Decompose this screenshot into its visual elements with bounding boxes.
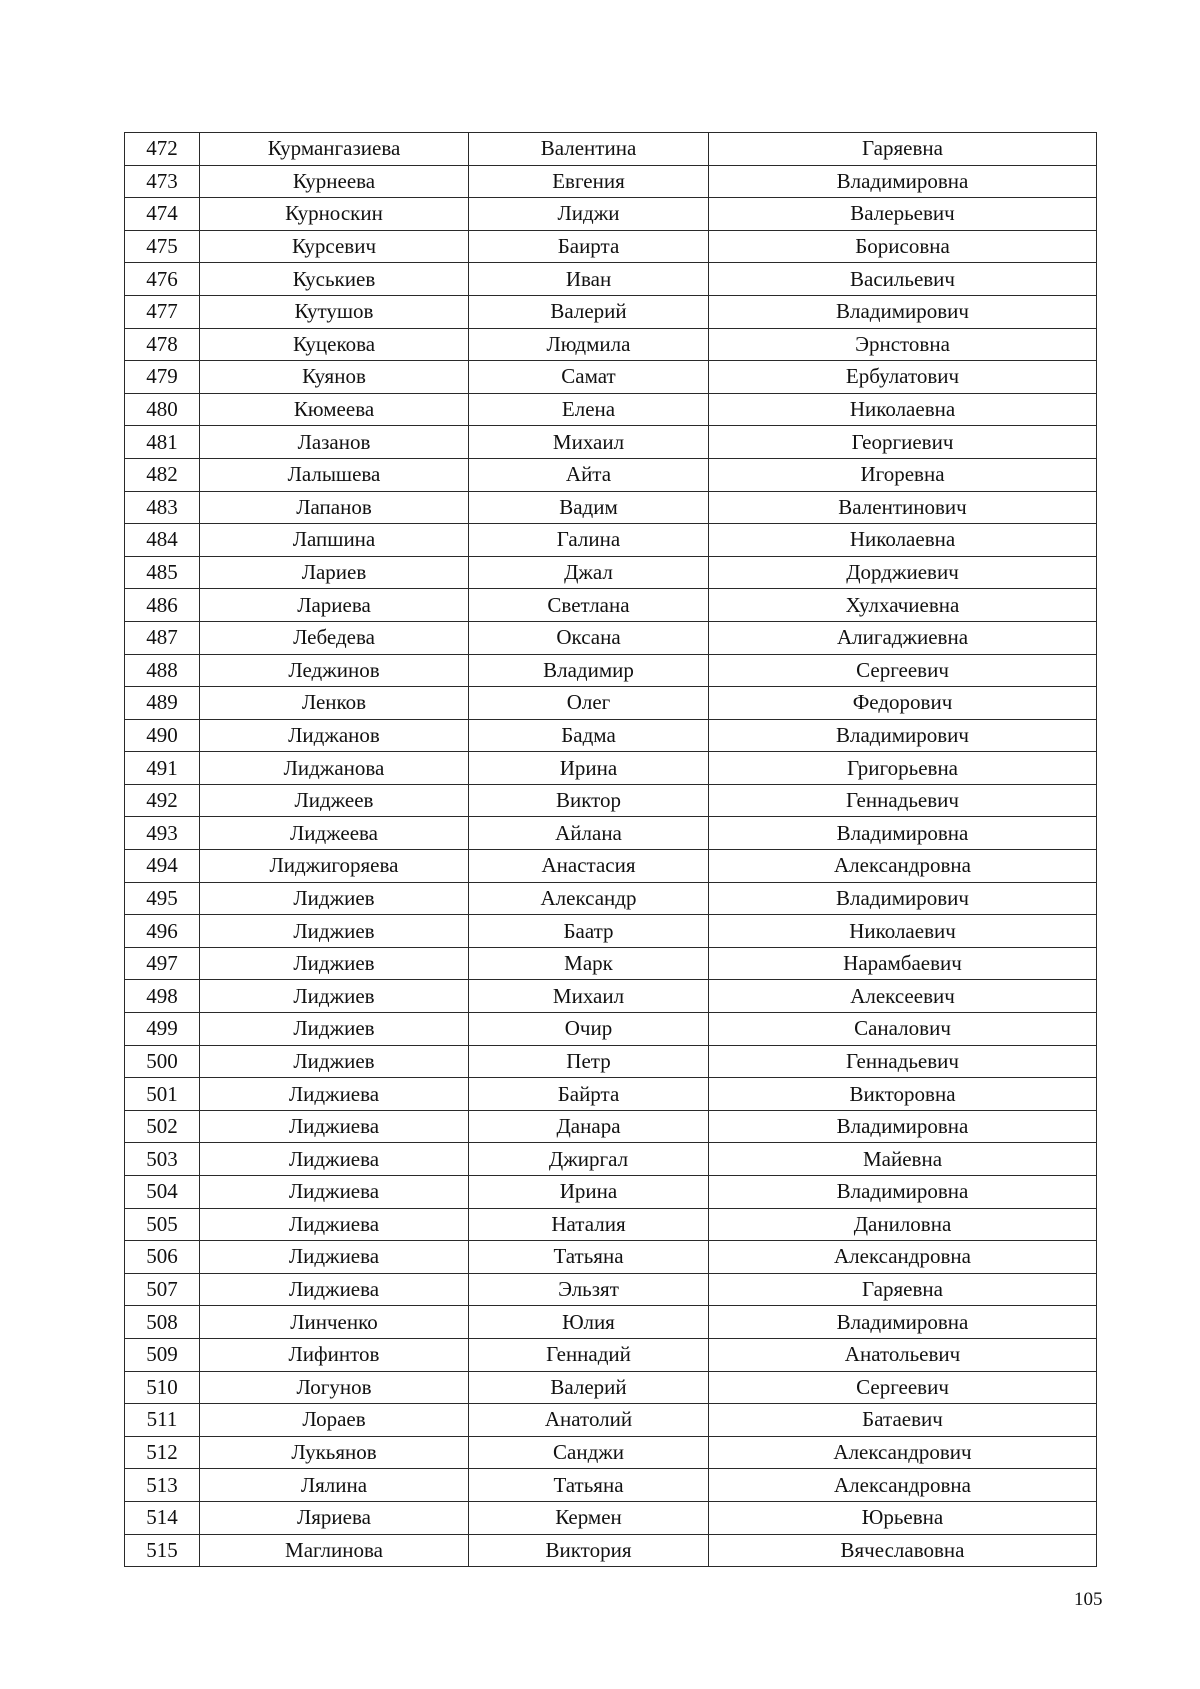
patronymic-cell: Сергеевич bbox=[709, 1371, 1097, 1404]
table-row bbox=[125, 1273, 1097, 1306]
row-number-cell: 500 bbox=[125, 1045, 200, 1078]
surname-cell: Лиджиев bbox=[200, 915, 469, 948]
given-name-cell: Наталия bbox=[469, 1208, 709, 1241]
given-name-cell: Санджи bbox=[469, 1436, 709, 1469]
table-row bbox=[125, 426, 1097, 459]
given-name-cell: Евгения bbox=[469, 165, 709, 198]
row-number-cell: 503 bbox=[125, 1143, 200, 1176]
given-name-cell: Марк bbox=[469, 947, 709, 980]
surname-cell: Лиджигоряева bbox=[200, 850, 469, 883]
row-number-cell: 478 bbox=[125, 328, 200, 361]
row-number-cell: 479 bbox=[125, 361, 200, 394]
given-name-cell: Михаил bbox=[469, 980, 709, 1013]
surname-cell: Лиджиева bbox=[200, 1078, 469, 1111]
patronymic-cell: Борисовна bbox=[709, 230, 1097, 263]
surname-cell: Кюмеева bbox=[200, 393, 469, 426]
given-name-cell: Анатолий bbox=[469, 1404, 709, 1437]
table-row bbox=[125, 1338, 1097, 1371]
row-number-cell: 491 bbox=[125, 752, 200, 785]
given-name-cell: Людмила bbox=[469, 328, 709, 361]
given-name-cell: Михаил bbox=[469, 426, 709, 459]
table-row bbox=[125, 1110, 1097, 1143]
given-name-cell: Владимир bbox=[469, 654, 709, 687]
given-name-cell: Айта bbox=[469, 458, 709, 491]
surname-cell: Курмангазиева bbox=[200, 133, 469, 166]
surname-cell: Куцекова bbox=[200, 328, 469, 361]
table-row bbox=[125, 1078, 1097, 1111]
given-name-cell: Данара bbox=[469, 1110, 709, 1143]
patronymic-cell: Вячеславовна bbox=[709, 1534, 1097, 1567]
row-number-cell: 489 bbox=[125, 687, 200, 720]
patronymic-cell: Федорович bbox=[709, 687, 1097, 720]
given-name-cell: Кермен bbox=[469, 1501, 709, 1534]
row-number-cell: 507 bbox=[125, 1273, 200, 1306]
row-number-cell: 483 bbox=[125, 491, 200, 524]
surname-cell: Лиджанов bbox=[200, 719, 469, 752]
table-row bbox=[125, 458, 1097, 491]
given-name-cell: Петр bbox=[469, 1045, 709, 1078]
row-number-cell: 488 bbox=[125, 654, 200, 687]
surname-cell: Лиджиева bbox=[200, 1241, 469, 1274]
table-row bbox=[125, 230, 1097, 263]
row-number-cell: 505 bbox=[125, 1208, 200, 1241]
given-name-cell: Геннадий bbox=[469, 1338, 709, 1371]
given-name-cell: Байрта bbox=[469, 1078, 709, 1111]
given-name-cell: Самат bbox=[469, 361, 709, 394]
given-name-cell: Елена bbox=[469, 393, 709, 426]
surname-cell: Кутушов bbox=[200, 295, 469, 328]
table-row bbox=[125, 980, 1097, 1013]
row-number-cell: 514 bbox=[125, 1501, 200, 1534]
table-row bbox=[125, 165, 1097, 198]
surname-cell: Лариева bbox=[200, 589, 469, 622]
patronymic-cell: Николаевна bbox=[709, 393, 1097, 426]
given-name-cell: Виктория bbox=[469, 1534, 709, 1567]
row-number-cell: 509 bbox=[125, 1338, 200, 1371]
table-row bbox=[125, 654, 1097, 687]
given-name-cell: Татьяна bbox=[469, 1469, 709, 1502]
table-row bbox=[125, 133, 1097, 166]
table-row bbox=[125, 1306, 1097, 1339]
given-name-cell: Баатр bbox=[469, 915, 709, 948]
surname-cell: Лиджиев bbox=[200, 1013, 469, 1046]
page-number: 105 bbox=[1074, 1589, 1103, 1610]
surname-cell: Лифинтов bbox=[200, 1338, 469, 1371]
surname-cell: Лиджеев bbox=[200, 784, 469, 817]
given-name-cell: Валерий bbox=[469, 1371, 709, 1404]
surname-cell: Лиджиев bbox=[200, 947, 469, 980]
row-number-cell: 480 bbox=[125, 393, 200, 426]
row-number-cell: 494 bbox=[125, 850, 200, 883]
names-table bbox=[124, 132, 1097, 1567]
patronymic-cell: Батаевич bbox=[709, 1404, 1097, 1437]
surname-cell: Лукьянов bbox=[200, 1436, 469, 1469]
patronymic-cell: Геннадьевич bbox=[709, 1045, 1097, 1078]
surname-cell: Курсевич bbox=[200, 230, 469, 263]
table-row bbox=[125, 817, 1097, 850]
row-number-cell: 501 bbox=[125, 1078, 200, 1111]
patronymic-cell: Александровна bbox=[709, 1469, 1097, 1502]
table-row bbox=[125, 1241, 1097, 1274]
given-name-cell: Валерий bbox=[469, 295, 709, 328]
row-number-cell: 506 bbox=[125, 1241, 200, 1274]
surname-cell: Ляриева bbox=[200, 1501, 469, 1534]
row-number-cell: 512 bbox=[125, 1436, 200, 1469]
surname-cell: Лапшина bbox=[200, 524, 469, 557]
patronymic-cell: Саналович bbox=[709, 1013, 1097, 1046]
patronymic-cell: Геннадьевич bbox=[709, 784, 1097, 817]
table-row bbox=[125, 393, 1097, 426]
row-number-cell: 508 bbox=[125, 1306, 200, 1339]
surname-cell: Лялина bbox=[200, 1469, 469, 1502]
row-number-cell: 475 bbox=[125, 230, 200, 263]
given-name-cell: Очир bbox=[469, 1013, 709, 1046]
table-row bbox=[125, 719, 1097, 752]
row-number-cell: 502 bbox=[125, 1110, 200, 1143]
surname-cell: Маглинова bbox=[200, 1534, 469, 1567]
surname-cell: Лапанов bbox=[200, 491, 469, 524]
table-row bbox=[125, 328, 1097, 361]
given-name-cell: Лиджи bbox=[469, 198, 709, 231]
row-number-cell: 513 bbox=[125, 1469, 200, 1502]
row-number-cell: 490 bbox=[125, 719, 200, 752]
patronymic-cell: Владимировна bbox=[709, 817, 1097, 850]
given-name-cell: Ирина bbox=[469, 1176, 709, 1209]
surname-cell: Лебедева bbox=[200, 621, 469, 654]
patronymic-cell: Гаряевна bbox=[709, 133, 1097, 166]
given-name-cell: Ирина bbox=[469, 752, 709, 785]
given-name-cell: Айлана bbox=[469, 817, 709, 850]
given-name-cell: Валентина bbox=[469, 133, 709, 166]
table-row bbox=[125, 687, 1097, 720]
patronymic-cell: Юрьевна bbox=[709, 1501, 1097, 1534]
row-number-cell: 484 bbox=[125, 524, 200, 557]
patronymic-cell: Георгиевич bbox=[709, 426, 1097, 459]
given-name-cell: Олег bbox=[469, 687, 709, 720]
row-number-cell: 486 bbox=[125, 589, 200, 622]
surname-cell: Ленков bbox=[200, 687, 469, 720]
patronymic-cell: Владимировна bbox=[709, 1306, 1097, 1339]
given-name-cell: Галина bbox=[469, 524, 709, 557]
table-row bbox=[125, 1404, 1097, 1437]
row-number-cell: 492 bbox=[125, 784, 200, 817]
given-name-cell: Оксана bbox=[469, 621, 709, 654]
surname-cell: Лиджеева bbox=[200, 817, 469, 850]
table-row bbox=[125, 752, 1097, 785]
given-name-cell: Баирта bbox=[469, 230, 709, 263]
given-name-cell: Эльзят bbox=[469, 1273, 709, 1306]
patronymic-cell: Григорьевна bbox=[709, 752, 1097, 785]
table-row bbox=[125, 589, 1097, 622]
surname-cell: Курноскин bbox=[200, 198, 469, 231]
given-name-cell: Иван bbox=[469, 263, 709, 296]
patronymic-cell: Александровна bbox=[709, 850, 1097, 883]
row-number-cell: 474 bbox=[125, 198, 200, 231]
table-row bbox=[125, 556, 1097, 589]
given-name-cell: Джиргал bbox=[469, 1143, 709, 1176]
patronymic-cell: Александрович bbox=[709, 1436, 1097, 1469]
table-row bbox=[125, 1176, 1097, 1209]
patronymic-cell: Ербулатович bbox=[709, 361, 1097, 394]
row-number-cell: 482 bbox=[125, 458, 200, 491]
surname-cell: Лиджиев bbox=[200, 980, 469, 1013]
patronymic-cell: Владимировна bbox=[709, 1176, 1097, 1209]
surname-cell: Линченко bbox=[200, 1306, 469, 1339]
patronymic-cell: Игоревна bbox=[709, 458, 1097, 491]
patronymic-cell: Владимировна bbox=[709, 165, 1097, 198]
patronymic-cell: Нарамбаевич bbox=[709, 947, 1097, 980]
patronymic-cell: Дорджиевич bbox=[709, 556, 1097, 589]
row-number-cell: 498 bbox=[125, 980, 200, 1013]
surname-cell: Лиджанова bbox=[200, 752, 469, 785]
table-row bbox=[125, 1469, 1097, 1502]
patronymic-cell: Валерьевич bbox=[709, 198, 1097, 231]
row-number-cell: 472 bbox=[125, 133, 200, 166]
patronymic-cell: Васильевич bbox=[709, 263, 1097, 296]
table-row bbox=[125, 1208, 1097, 1241]
surname-cell: Лиджиева bbox=[200, 1208, 469, 1241]
row-number-cell: 496 bbox=[125, 915, 200, 948]
table-row bbox=[125, 1501, 1097, 1534]
given-name-cell: Джал bbox=[469, 556, 709, 589]
surname-cell: Лиджиева bbox=[200, 1176, 469, 1209]
patronymic-cell: Анатольевич bbox=[709, 1338, 1097, 1371]
patronymic-cell: Алигаджиевна bbox=[709, 621, 1097, 654]
patronymic-cell: Гаряевна bbox=[709, 1273, 1097, 1306]
table-row bbox=[125, 263, 1097, 296]
table-row bbox=[125, 947, 1097, 980]
table-row bbox=[125, 915, 1097, 948]
row-number-cell: 515 bbox=[125, 1534, 200, 1567]
surname-cell: Лалышева bbox=[200, 458, 469, 491]
patronymic-cell: Даниловна bbox=[709, 1208, 1097, 1241]
patronymic-cell: Алексеевич bbox=[709, 980, 1097, 1013]
surname-cell: Куянов bbox=[200, 361, 469, 394]
given-name-cell: Анастасия bbox=[469, 850, 709, 883]
table-row bbox=[125, 198, 1097, 231]
patronymic-cell: Валентинович bbox=[709, 491, 1097, 524]
given-name-cell: Виктор bbox=[469, 784, 709, 817]
patronymic-cell: Майевна bbox=[709, 1143, 1097, 1176]
patronymic-cell: Николаевич bbox=[709, 915, 1097, 948]
given-name-cell: Татьяна bbox=[469, 1241, 709, 1274]
patronymic-cell: Сергеевич bbox=[709, 654, 1097, 687]
patronymic-cell: Владимировна bbox=[709, 1110, 1097, 1143]
table-row bbox=[125, 1013, 1097, 1046]
row-number-cell: 481 bbox=[125, 426, 200, 459]
given-name-cell: Светлана bbox=[469, 589, 709, 622]
row-number-cell: 511 bbox=[125, 1404, 200, 1437]
table-row bbox=[125, 1371, 1097, 1404]
patronymic-cell: Владимирович bbox=[709, 882, 1097, 915]
surname-cell: Лариев bbox=[200, 556, 469, 589]
table-row bbox=[125, 1534, 1097, 1567]
surname-cell: Лиджиев bbox=[200, 1045, 469, 1078]
row-number-cell: 495 bbox=[125, 882, 200, 915]
row-number-cell: 476 bbox=[125, 263, 200, 296]
names-table-body bbox=[125, 133, 1097, 1567]
table-row bbox=[125, 1436, 1097, 1469]
row-number-cell: 493 bbox=[125, 817, 200, 850]
table-row bbox=[125, 850, 1097, 883]
table-row bbox=[125, 882, 1097, 915]
given-name-cell: Вадим bbox=[469, 491, 709, 524]
table-row bbox=[125, 784, 1097, 817]
surname-cell: Курнеева bbox=[200, 165, 469, 198]
table-row bbox=[125, 361, 1097, 394]
patronymic-cell: Александровна bbox=[709, 1241, 1097, 1274]
row-number-cell: 473 bbox=[125, 165, 200, 198]
row-number-cell: 477 bbox=[125, 295, 200, 328]
surname-cell: Лиджиева bbox=[200, 1273, 469, 1306]
surname-cell: Лазанов bbox=[200, 426, 469, 459]
patronymic-cell: Викторовна bbox=[709, 1078, 1097, 1111]
surname-cell: Логунов bbox=[200, 1371, 469, 1404]
row-number-cell: 504 bbox=[125, 1176, 200, 1209]
table-row bbox=[125, 491, 1097, 524]
surname-cell: Лиджиева bbox=[200, 1110, 469, 1143]
surname-cell: Лиджиев bbox=[200, 882, 469, 915]
table-row bbox=[125, 295, 1097, 328]
patronymic-cell: Николаевна bbox=[709, 524, 1097, 557]
surname-cell: Лиджиева bbox=[200, 1143, 469, 1176]
surname-cell: Куськиев bbox=[200, 263, 469, 296]
row-number-cell: 510 bbox=[125, 1371, 200, 1404]
table-row bbox=[125, 1143, 1097, 1176]
given-name-cell: Александр bbox=[469, 882, 709, 915]
patronymic-cell: Владимирович bbox=[709, 719, 1097, 752]
given-name-cell: Бадма bbox=[469, 719, 709, 752]
patronymic-cell: Эрнстовна bbox=[709, 328, 1097, 361]
table-row bbox=[125, 1045, 1097, 1078]
surname-cell: Лораев bbox=[200, 1404, 469, 1437]
patronymic-cell: Хулхачиевна bbox=[709, 589, 1097, 622]
row-number-cell: 497 bbox=[125, 947, 200, 980]
row-number-cell: 485 bbox=[125, 556, 200, 589]
row-number-cell: 487 bbox=[125, 621, 200, 654]
surname-cell: Леджинов bbox=[200, 654, 469, 687]
given-name-cell: Юлия bbox=[469, 1306, 709, 1339]
row-number-cell: 499 bbox=[125, 1013, 200, 1046]
table-row bbox=[125, 621, 1097, 654]
patronymic-cell: Владимирович bbox=[709, 295, 1097, 328]
table-row bbox=[125, 524, 1097, 557]
